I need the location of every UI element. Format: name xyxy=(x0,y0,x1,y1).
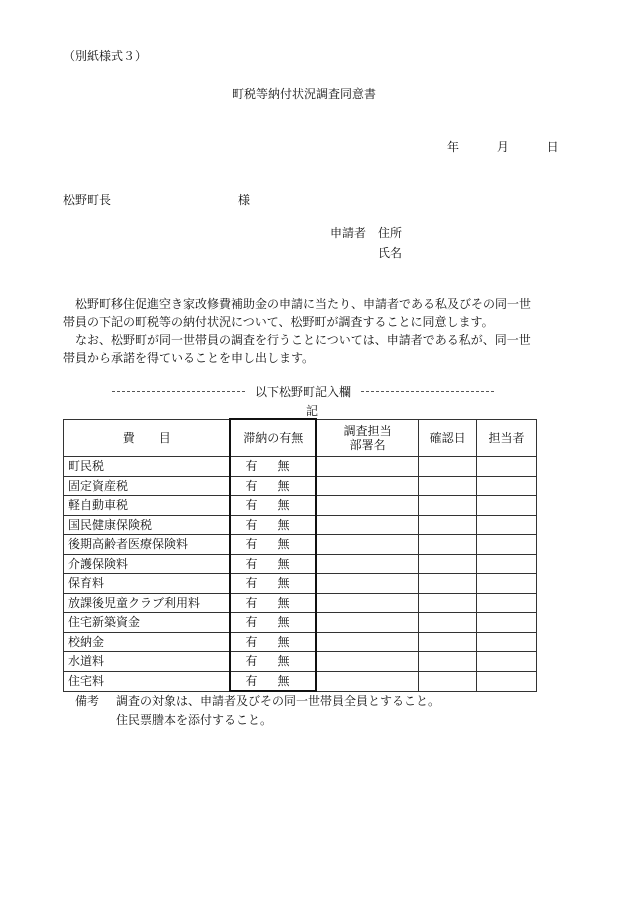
status-yes: 有 xyxy=(245,498,258,513)
status-no: 無 xyxy=(277,517,290,532)
document-title: 町税等納付状況調査同意書 xyxy=(232,87,377,101)
status-yes: 有 xyxy=(245,576,258,591)
confirm-date-cell xyxy=(419,632,477,652)
department-cell xyxy=(316,515,419,535)
status-no: 無 xyxy=(277,634,290,649)
status-yes: 有 xyxy=(245,615,258,630)
status-yes: 有 xyxy=(245,537,258,552)
status-yes: 有 xyxy=(245,634,258,649)
confirm-date-cell xyxy=(419,515,477,535)
confirm-date-cell xyxy=(419,496,477,516)
consent-line-2: 帯員の下記の町税等の納付状況について、松野町が調査することに同意します。 xyxy=(63,315,494,329)
status-no: 無 xyxy=(277,595,290,610)
status-yes: 有 xyxy=(245,517,258,532)
header-department xyxy=(316,419,419,457)
status-cell xyxy=(230,671,316,691)
row-item-name: 水道料 xyxy=(64,652,231,672)
status-no: 無 xyxy=(277,673,290,688)
confirm-date-cell xyxy=(419,476,477,496)
status-cell xyxy=(230,476,316,496)
status-yes: 有 xyxy=(245,478,258,493)
status-no: 無 xyxy=(277,556,290,571)
table-row xyxy=(64,476,537,496)
person-cell xyxy=(477,652,537,672)
table-row xyxy=(64,613,537,633)
department-cell xyxy=(316,671,419,691)
status-no: 無 xyxy=(277,654,290,669)
person-cell xyxy=(477,613,537,633)
month-label: 月 xyxy=(496,140,509,154)
table-row xyxy=(64,652,537,672)
person-cell xyxy=(477,535,537,555)
table-row xyxy=(64,574,537,594)
row-item-name: 固定資産税 xyxy=(64,476,231,496)
confirm-date-cell xyxy=(419,457,477,477)
header-status: 滞納の有無 xyxy=(230,419,316,457)
confirm-date-cell xyxy=(419,535,477,555)
department-cell xyxy=(316,593,419,613)
department-cell xyxy=(316,457,419,477)
table-row xyxy=(64,554,537,574)
date-line xyxy=(447,138,559,155)
confirm-date-cell xyxy=(419,554,477,574)
status-yes: 有 xyxy=(245,556,258,571)
table-header-row xyxy=(64,419,537,457)
status-yes: 有 xyxy=(245,654,258,669)
status-cell xyxy=(230,515,316,535)
household-paragraph xyxy=(63,331,563,367)
header-department-line1: 調査担当 xyxy=(343,423,392,438)
status-cell xyxy=(230,554,316,574)
status-cell xyxy=(230,496,316,516)
town-use-label: 以下松野町記入欄 xyxy=(255,385,352,399)
row-item-name: 住宅新築資金 xyxy=(64,613,231,633)
name-label: 氏名 xyxy=(378,246,403,260)
town-use-separator xyxy=(112,383,494,400)
applicant-label: 申請者 xyxy=(330,226,367,240)
status-no: 無 xyxy=(277,537,290,552)
row-item-name: 放課後児童クラブ利用料 xyxy=(64,593,231,613)
ki-heading: 記 xyxy=(306,404,319,418)
status-cell xyxy=(230,652,316,672)
confirm-date-cell xyxy=(419,652,477,672)
day-label: 日 xyxy=(546,140,559,154)
address-label: 住所 xyxy=(378,226,403,240)
department-cell xyxy=(316,476,419,496)
status-yes: 有 xyxy=(245,459,258,474)
row-item-name: 後期高齢者医療保険料 xyxy=(64,535,231,555)
department-cell xyxy=(316,613,419,633)
payment-status-table xyxy=(63,418,537,692)
header-person: 担当者 xyxy=(477,419,537,457)
remark-line-2: 住民票謄本を添付すること。 xyxy=(116,713,273,727)
department-cell xyxy=(316,574,419,594)
consent-line-1: 松野町移住促進空き家改修費補助金の申請に当たり、申請者である私及びその同一世 xyxy=(75,297,532,311)
row-item-name: 保育料 xyxy=(64,574,231,594)
status-cell xyxy=(230,593,316,613)
row-item-name: 軽自動車税 xyxy=(64,496,231,516)
department-cell xyxy=(316,554,419,574)
department-cell xyxy=(316,632,419,652)
table-row xyxy=(64,496,537,516)
person-cell xyxy=(477,632,537,652)
status-no: 無 xyxy=(277,615,290,630)
row-item-name: 校納金 xyxy=(64,632,231,652)
status-yes: 有 xyxy=(245,673,258,688)
department-cell xyxy=(316,652,419,672)
remarks-label: 備考 xyxy=(75,694,100,708)
department-cell xyxy=(316,535,419,555)
dashed-rule-right xyxy=(361,391,494,392)
person-cell xyxy=(477,554,537,574)
consent-paragraph xyxy=(63,295,563,331)
header-item: 費 目 xyxy=(64,419,231,457)
status-cell xyxy=(230,632,316,652)
person-cell xyxy=(477,496,537,516)
status-no: 無 xyxy=(277,478,290,493)
table-row xyxy=(64,671,537,691)
confirm-date-cell xyxy=(419,574,477,594)
table-row xyxy=(64,593,537,613)
status-cell xyxy=(230,535,316,555)
remark-line-1: 調査の対象は、申請者及びその同一世帯員全員とすること。 xyxy=(116,694,441,708)
year-label: 年 xyxy=(447,140,460,154)
addressee-name: 松野町長 xyxy=(63,193,112,207)
confirm-date-cell xyxy=(419,613,477,633)
row-item-name: 国民健康保険税 xyxy=(64,515,231,535)
row-item-name: 介護保険料 xyxy=(64,554,231,574)
table-row xyxy=(64,457,537,477)
status-yes: 有 xyxy=(245,595,258,610)
row-item-name: 住宅料 xyxy=(64,671,231,691)
person-cell xyxy=(477,476,537,496)
status-cell xyxy=(230,457,316,477)
confirm-date-cell xyxy=(419,593,477,613)
status-no: 無 xyxy=(277,498,290,513)
status-cell xyxy=(230,574,316,594)
addressee-honorific: 様 xyxy=(238,193,251,207)
table-row xyxy=(64,535,537,555)
person-cell xyxy=(477,457,537,477)
department-cell xyxy=(316,496,419,516)
dashed-rule-left xyxy=(112,391,245,392)
header-confirm-date: 確認日 xyxy=(419,419,477,457)
person-cell xyxy=(477,574,537,594)
header-department-line2: 部署名 xyxy=(349,437,386,452)
table-row xyxy=(64,515,537,535)
status-cell xyxy=(230,613,316,633)
household-line-2: 帯員から承諾を得ていることを申し出します。 xyxy=(63,351,315,365)
status-no: 無 xyxy=(277,576,290,591)
person-cell xyxy=(477,671,537,691)
person-cell xyxy=(477,515,537,535)
status-no: 無 xyxy=(277,459,290,474)
confirm-date-cell xyxy=(419,671,477,691)
household-line-1: なお、松野町が同一世帯員の調査を行うことについては、申請者である私が、同一世 xyxy=(75,333,531,347)
form-number: （別紙様式３） xyxy=(63,49,148,63)
table-row xyxy=(64,632,537,652)
person-cell xyxy=(477,593,537,613)
row-item-name: 町民税 xyxy=(64,457,231,477)
